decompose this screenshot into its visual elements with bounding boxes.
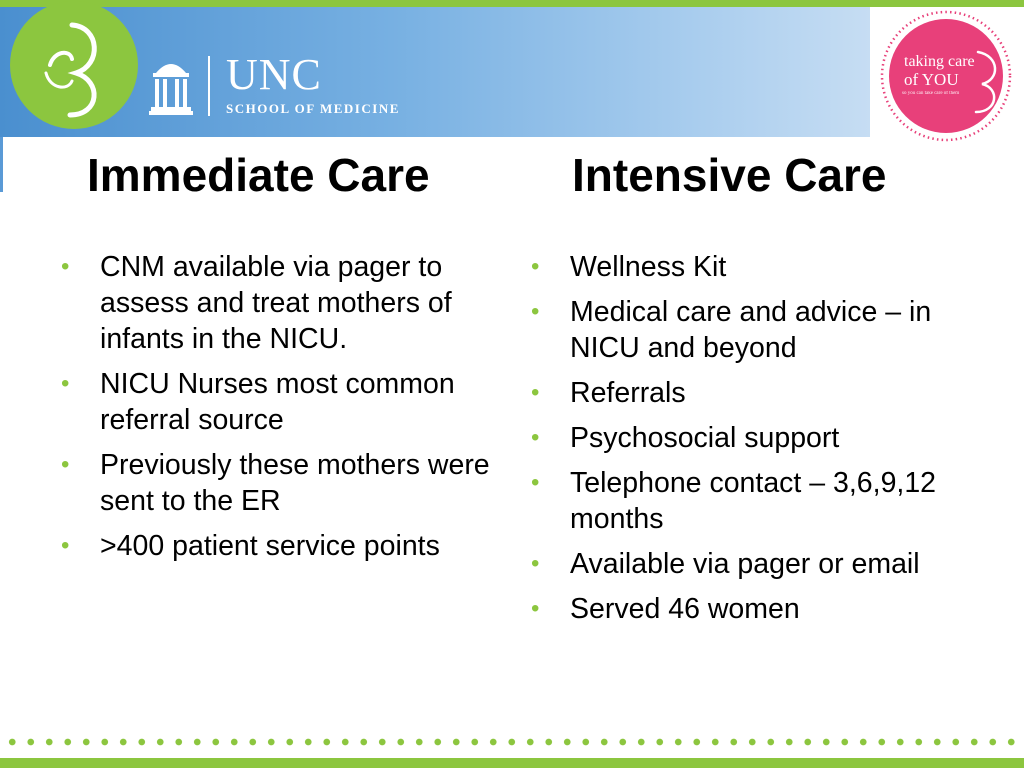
taking-care-of-you-badge: [878, 8, 1014, 144]
bell-tower-icon: [148, 57, 194, 115]
list-item: [58, 249, 498, 357]
immediate-care-list: [58, 249, 498, 573]
list-item: [528, 375, 958, 411]
list-item-text: Referrals: [570, 377, 686, 409]
bullet-dot-icon: •: [531, 424, 540, 451]
list-item-text: Previously these mothers were sent to the ER: [100, 449, 490, 517]
bullet-dot-icon: •: [61, 451, 70, 478]
unc-school-of-medicine-logo: [148, 50, 400, 117]
left-edge-strip: [0, 137, 3, 192]
list-item: [528, 465, 958, 537]
list-item-text: Served 46 women: [570, 593, 800, 625]
list-item: [528, 591, 958, 627]
logo-divider: [208, 56, 210, 116]
immediate-care-title: Immediate Care: [87, 149, 430, 201]
list-item: [528, 420, 958, 456]
unc-school-name: SCHOOL OF MEDICINE: [226, 101, 400, 116]
list-item: [58, 366, 498, 438]
list-item: [58, 528, 498, 564]
list-item-text: Wellness Kit: [570, 251, 727, 283]
bullet-dot-icon: •: [61, 370, 70, 397]
green-circle-logo-icon: [10, 1, 138, 129]
list-item: [528, 294, 958, 366]
bullet-dot-icon: •: [531, 379, 540, 406]
badge-line-1: taking care: [904, 53, 975, 70]
badge-line-2: of YOU: [904, 70, 959, 89]
badge-tagline: so you can take care of them: [902, 91, 960, 96]
intensive-care-title: Intensive Care: [572, 149, 887, 201]
top-accent-bar: [0, 0, 1024, 7]
list-item: [528, 546, 958, 582]
list-item-text: >400 patient service points: [100, 530, 440, 562]
bullet-dot-icon: •: [531, 550, 540, 577]
list-item-text: Psychosocial support: [570, 422, 840, 454]
header-banner: [0, 7, 870, 137]
list-item-text: CNM available via pager to assess and treat mothers of infants in the NICU.: [100, 251, 452, 355]
list-item-text: NICU Nurses most common referral source: [100, 368, 455, 436]
bullet-dot-icon: •: [61, 532, 70, 559]
list-item-text: Telephone contact – 3,6,9,12 months: [570, 467, 937, 535]
intensive-care-list: [528, 249, 958, 636]
bullet-dot-icon: •: [531, 595, 540, 622]
bullet-dot-icon: •: [531, 298, 540, 325]
bullet-dot-icon: •: [61, 253, 70, 280]
bullet-dot-icon: •: [531, 469, 540, 496]
list-item-text: Medical care and advice – in NICU and beyond: [570, 296, 932, 364]
list-item: [58, 447, 498, 519]
bottom-accent-bar: [0, 758, 1024, 768]
unc-name: UNC: [226, 50, 322, 99]
list-item: [528, 249, 958, 285]
bullet-dot-icon: •: [531, 253, 540, 280]
list-item-text: Available via pager or email: [570, 548, 920, 580]
dotted-divider: [0, 735, 1024, 749]
